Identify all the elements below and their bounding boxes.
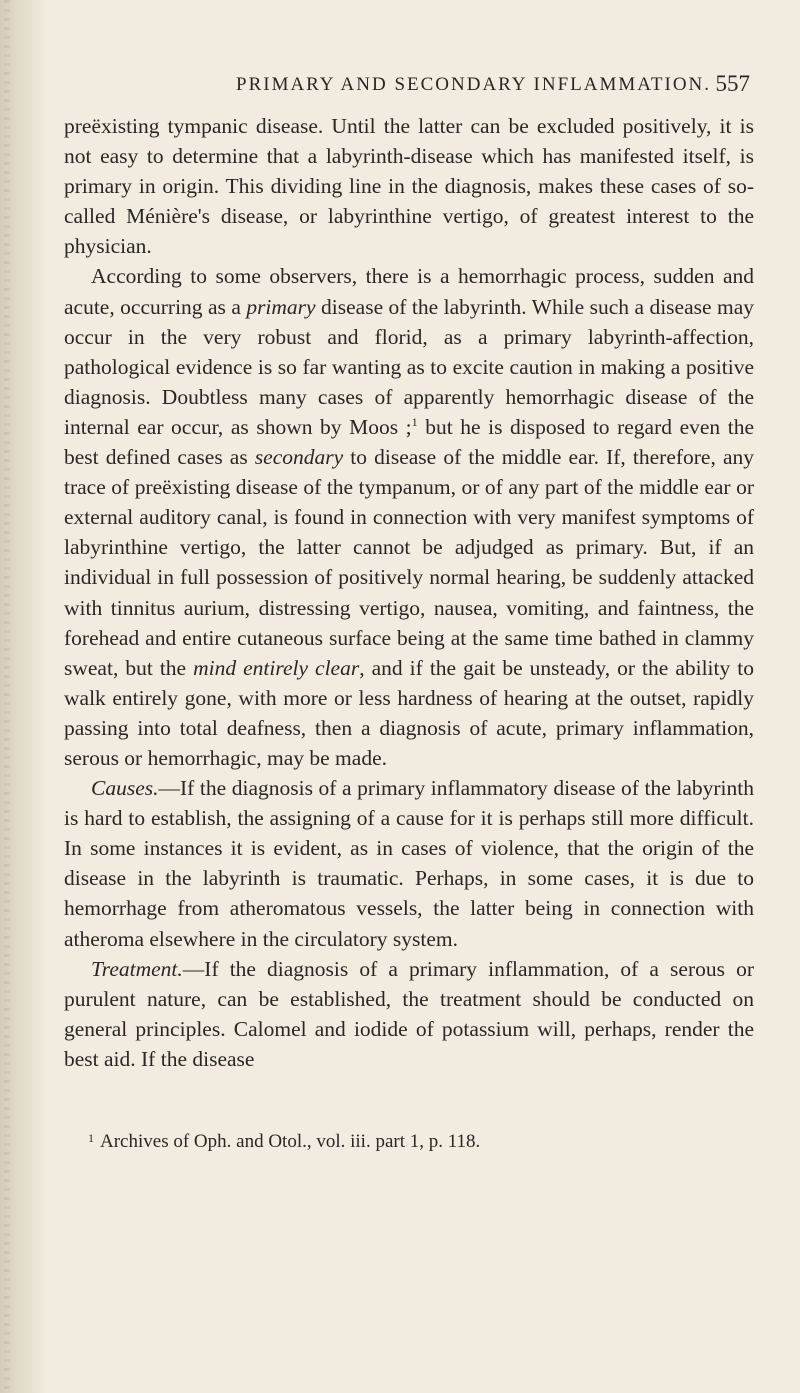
paragraph-treatment — [64, 954, 754, 1074]
text-run: disease of the labyrinth. While such a disease may occur in the very robust and florid, as a primary labyrinth-affection, pathological evidence is so far wanting as to excite caution in making a positive diagnosis. Doubtless many cases of apparently hemorrhagic disease of the internal ear occur, as shown by Moos ; — [64, 294, 754, 439]
footnote-mark: 1 — [88, 1131, 94, 1145]
text-run: —If the diagnosis of a primary inflammation, of a serous or purulent nature, can be established, the treatment should be conducted on general principles. Calomel and iodide of potassium will, perhaps, render the best aid. If the disease — [64, 956, 754, 1071]
footnote — [88, 1131, 788, 1153]
text-run: , and if the gait be unsteady, or the ability to walk entirely gone, with more or less hardness of hearing at the outset, rapidly passing into total deafness, then a diagnosis of acute, primary inflammation, serous or hemorrhagic, may be made. — [64, 655, 754, 770]
text-run: —If the diagnosis of a primary inflammatory disease of the labyrinth is hard to establish, the assigning of a cause for it is perhaps still more difficult. In some instances it is evident, as in cases of violence, that the origin of the disease in the labyrinth is traumatic. Perhaps, in some cases, it is due to hemorrhage from atheromatous vessels, the latter being in connection with atheroma elsewhere in the circulatory system. — [64, 776, 754, 951]
emphasis-secondary: secondary — [254, 445, 344, 470]
book-binding-edge — [0, 0, 48, 1393]
paragraph-continuation: preëxisting tympanic disease. Until the latter can be excluded positively, it is not easy to determine that a labyrinth-disease which has manifested itself, is primary in origin. This dividing line in the diagnosis, makes these cases of so-called Ménière's disease, or labyrinthine vertigo, of greatest interest to the physician. — [64, 114, 754, 259]
emphasis-mind-clear: mind entirely clear — [193, 655, 360, 680]
section-heading-causes: Causes. — [91, 776, 159, 801]
footnote-text: Archives of Oph. and Otol., vol. iii. part 1, p. 118. — [100, 1131, 481, 1152]
page-number: 557 — [715, 71, 750, 96]
section-heading-treatment: Treatment. — [91, 956, 183, 981]
footnote-reference: 1 — [411, 414, 418, 429]
paragraph-causes — [64, 773, 754, 954]
paragraph-hemorrhagic-process — [64, 261, 754, 773]
emphasis-primary: primary — [246, 294, 316, 319]
text-run: According to some observers, there is a hemorrhagic process, sudden and acute, occurring as a — [64, 264, 754, 319]
text-run: but he is disposed to regard even the best defined cases as — [64, 414, 754, 470]
body-text — [64, 111, 754, 1074]
running-title: PRIMARY AND SECONDARY INFLAMMATION. — [236, 74, 712, 95]
text-run: to disease of the middle ear. If, therefore, any trace of preëxisting disease of the tympanum, or of any part of the middle ear or external auditory canal, is found in connection with very manifest symptoms of labyrinthine vertigo, the latter cannot be adjudged as primary. But, if an individual in full possession of positively normal hearing, be suddenly attacked with tinnitus aurium, distressing vertigo, nausea, vomiting, and faintness, the forehead and entire cutaneous surface being at the same time bathed in clammy sweat, but the — [64, 445, 754, 680]
